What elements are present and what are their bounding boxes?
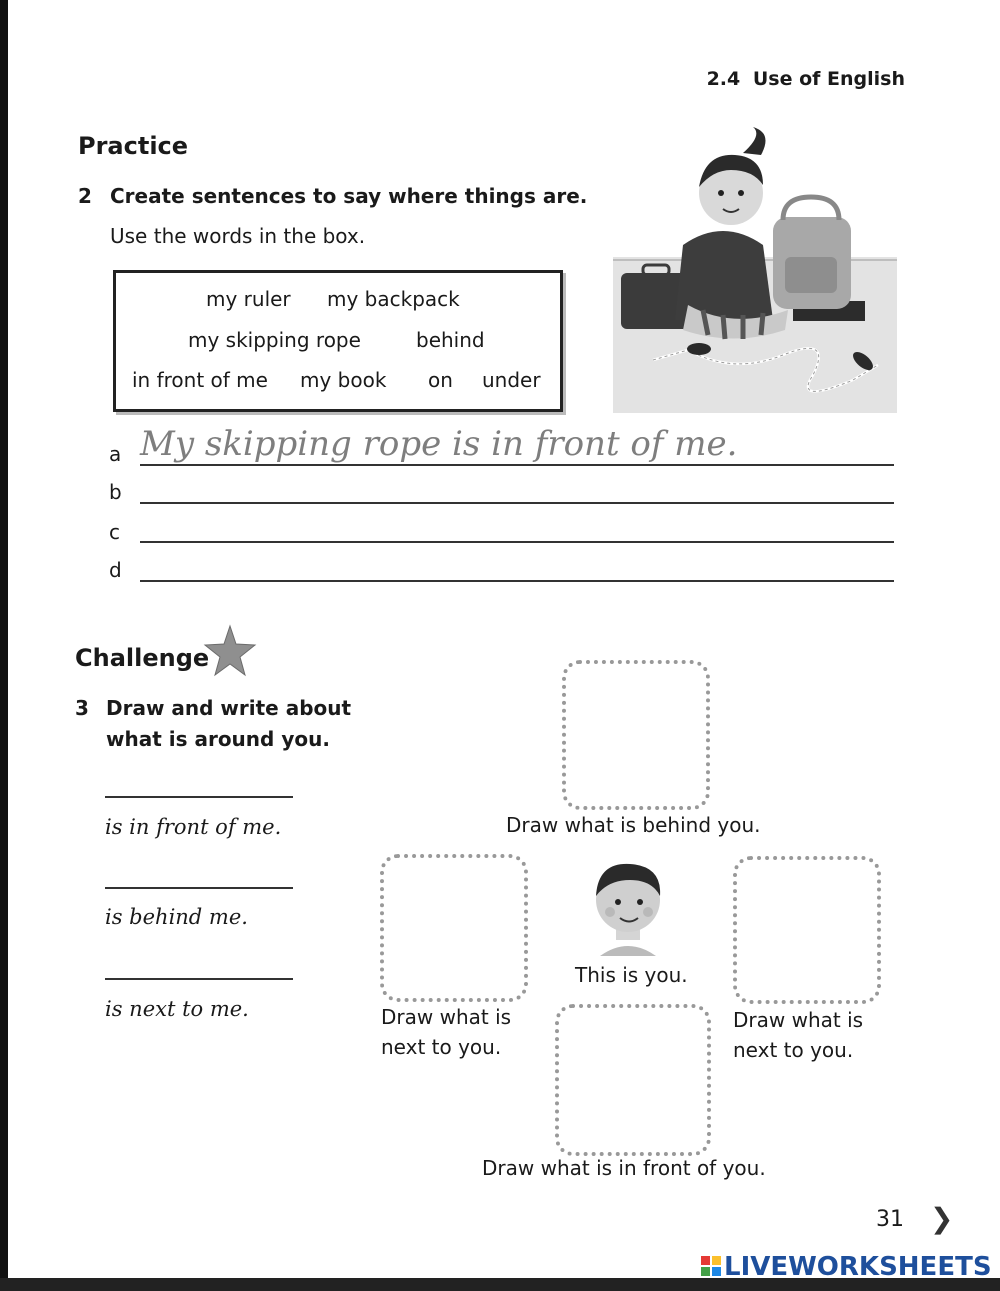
word-box [113, 270, 563, 412]
answer-line-d[interactable] [140, 580, 894, 582]
answer-line-a[interactable] [140, 464, 894, 466]
word-item: under [482, 368, 541, 392]
chevron-right-icon[interactable]: ❯ [930, 1202, 954, 1235]
phrase-front: is in front of me. [105, 815, 282, 839]
section-header [707, 68, 905, 90]
word-item: my skipping rope [188, 328, 361, 352]
draw-box-left[interactable] [380, 854, 528, 1002]
phrase-behind: is behind me. [105, 905, 248, 929]
page-number: 31 [876, 1207, 904, 1232]
write-line-next[interactable] [105, 978, 293, 980]
boy-face-illustration [586, 856, 670, 960]
caption-left-1: Draw what is [381, 1005, 512, 1029]
liveworksheets-logo-icon [700, 1255, 722, 1277]
challenge-instruction-2: what is around you. [106, 727, 330, 751]
brand-text: LIVEWORKSHEETS [724, 1252, 992, 1282]
write-line-behind[interactable] [105, 887, 293, 889]
practice-sub-instruction: Use the words in the box. [110, 224, 366, 248]
word-item: my book [300, 368, 387, 392]
draw-box-behind[interactable] [562, 660, 710, 810]
word-item: behind [416, 328, 485, 352]
answer-line-c[interactable] [140, 541, 894, 543]
word-item: my ruler [206, 287, 291, 311]
caption-left-2: next to you. [381, 1035, 502, 1059]
practice-heading: Practice [78, 132, 189, 160]
girl-with-backpack-illustration [613, 125, 897, 413]
page-edge-left [0, 0, 8, 1291]
practice-instruction: Create sentences to say where things are. [110, 184, 588, 208]
line-label-a: a [109, 442, 122, 466]
draw-box-front[interactable] [555, 1004, 711, 1156]
challenge-instruction-1: Draw and write about [106, 696, 352, 720]
star-icon [203, 624, 257, 678]
line-label-d: d [109, 558, 122, 582]
caption-right-2: next to you. [733, 1038, 854, 1062]
line-label-c: c [109, 520, 120, 544]
section-number: 2.4 [706, 68, 741, 90]
practice-number: 2 [78, 184, 92, 208]
caption-behind: Draw what is behind you. [506, 813, 761, 837]
section-title: Use of English [752, 68, 905, 90]
caption-you: This is you. [575, 963, 688, 987]
challenge-heading: Challenge [75, 644, 210, 672]
caption-right-1: Draw what is [733, 1008, 864, 1032]
write-line-front[interactable] [105, 796, 293, 798]
line-label-b: b [109, 480, 122, 504]
caption-front: Draw what is in front of you. [482, 1156, 766, 1180]
word-item: on [428, 368, 453, 392]
brand-logo [700, 1252, 992, 1282]
word-item: my backpack [327, 287, 460, 311]
answer-a[interactable]: My skipping rope is in front of me. [140, 424, 738, 464]
word-item: in front of me [132, 368, 268, 392]
draw-box-right[interactable] [733, 856, 881, 1004]
answer-line-b[interactable] [140, 502, 894, 504]
challenge-number: 3 [75, 696, 89, 720]
phrase-next: is next to me. [105, 997, 249, 1021]
